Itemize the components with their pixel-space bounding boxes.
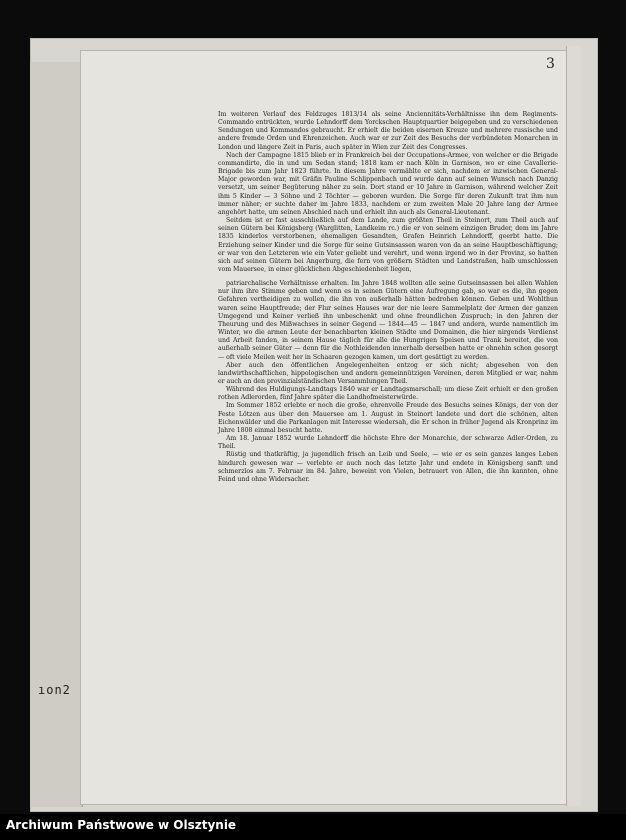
paragraph: Während des Huldigungs-Landtags 1840 war er Landtagsmarschall; um diese Zeit erhielt er den großen rothen Adlerorden, fünf Jahre später die Landhofmeisterwürde. (218, 386, 558, 402)
paragraph: Aber auch den öffentlichen Angelegenheiten entzog er sich nicht; abgesehen von den landwirthschaftlichen, hippologischen und andern gemeinnützigen Vereinen, deren Mitglied er war, nahm er auch an den provinzialständischen Versammlungen Theil. (218, 361, 558, 385)
page-edge (566, 46, 581, 806)
page-number: 3 (546, 56, 555, 72)
paragraph: Am 18. Januar 1852 wurde Lehndorff die höchste Ehre der Monarchie, der schwarze Adler-Orden, zu Theil. (218, 435, 558, 451)
paragraph: Rüstig und thatkräftig, ja jugendlich frisch an Leib und Seele, — wie er es sein ganzes langes Leben hindurch gewesen war — verlebte er auch noch das letzte Jahr und endete in Königsberg sanft und schmerzlos am 7. Februar im 84. Jahre, beweint von Vielen, betrauert von Allen, die ihn kannten, ohne Feind und ohne Widersacher. (218, 451, 558, 483)
paragraph: patriarchalische Verhältnisse erhalten. Im Jahre 1848 wollten alle seine Gutseinsassen bei allen Wahlen nur ihm ihre Stimme geben und wenn es in seinen Gütern eine Aufregung gab, so war es die, ihn gegen Gefahren vertheidigen zu wollen, die ihn von außerhalb hätten bedrohen können. Geben und Wohlthun waren seine Hauptfreude; der Flur seines Hauses war der nie leere Sammelplatz der Armen der ganzen Umgegend und Keiner verließ ihn unbeschenkt und ohne freundlichen Zuspruch; in den Jahren der Theurung und des Mißwachses in seiner Gegend — 1844—45 — 1847 und andern, wurde namentlich im Winter, wo die armen Leute der benachbarten kleinen Städte und Domainen, die hier nirgends Verdienst und Arbeit fanden, in seinem Hause täglich für alle die Hungrigen Speisen und Trank bereitet, die von außerhalb seiner Güter — denn für die Nothleidenden innerhalb derselben hatte er ohnehin schon gesorgt — oft viele Meilen weit her in Schaaren gezogen kamen, um dort gesättigt zu werden. (218, 280, 558, 361)
document-text (218, 111, 558, 484)
margin-annotation: ıon2 (38, 683, 71, 697)
paragraph: Nach der Campagne 1815 blieb er in Frankreich bei der Occupations-Armee, von welcher er die Brigade commandirte, die in und um Sedan stand; 1818 kam er nach Köln in Garnison, wo er eine Cavallerie-Brigade bis zum Jahr 1823 führte. In diesem Jahre vermählte er sich, nachdem er inzwischen General-Major geworden war, mit Gräfin Pauline Schlippenbach und wurde dann auf seinen Wunsch nach Danzig versetzt, um seiner Begüterung näher zu sein. Dort stand er 10 Jahre in Garnison, während welcher Zeit ihm 5 Kinder — 3 Söhne und 2 Töchter — geboren wurden. Die Sorge für deren Zukunft trat ihm nun immer näher; er suchte daher im Jahre 1833, nachdem er zum zweiten Male 20 Jahre lang der Armee angehört hatte, um seinen Abschied nach und erhielt ihn auch als General-Lieutenant. (218, 151, 558, 216)
archive-label: Archiwum Państwowe w Olsztynie (6, 818, 237, 832)
paragraph: Im weiteren Verlauf des Feldzuges 1813/14 als seine Anciennitäts-Verhältnisse ihn dem Regiments-Commando entrückten, wurde Lehndorff dem Yorckschen Hauptquartier beigegeben und zu verschiedenen Sendungen und Kommandos gebraucht. Er erhielt die beiden eisernen Kreuze und mehrere russische und andere fremde Orden und Ehrenzeichen. Auch war er zur Zeit des Besuchs der verbündeten Monarchen in London und längere Zeit in Paris, auch später in Wien zur Zeit des Congresses. (218, 111, 558, 151)
paragraph: Seitdem ist er fast ausschließlich auf dem Lande, zum größten Theil in Steinort, zum Theil auch auf seinen Gütern bei Königsberg (Warglitten, Landkeim rc.) die er von seinem einzigen Bruder, dem im Jahre 1835 kinderlos verstorbenen, ehemaligen Gesandten, Grafen Heinrich Lehndorff, geerbt hatte. Die Erziehung seiner Kinder und die Sorge für seine Gutsinsassen waren von da an seine Hauptbeschäftigung; er war von den Letzteren wie ein Vater geliebt und verehrt, und wenn irgend wo in der Provinz, so hatten sich auf seinen Gütern bei Angerburg, die fern von größern Städten und Landstraßen, halb umschlossen vom Mauersee, in einer glücklichen Abgeschiedenheit liegen, (218, 217, 558, 273)
paragraph: Im Sommer 1852 erlebte er noch die große, ehrenvolle Freude des Besuchs seines Königs, der von der Feste Lötzen aus über den Mauersee am 1. August in Steinort landete und dort die schönen, alten Eichenwälder und die Parkanlagen mit Interesse wiedersah, die Er schon in früher Jugend als Kronprinz im Jahre 1808 einmal besucht hatte. (218, 402, 558, 434)
